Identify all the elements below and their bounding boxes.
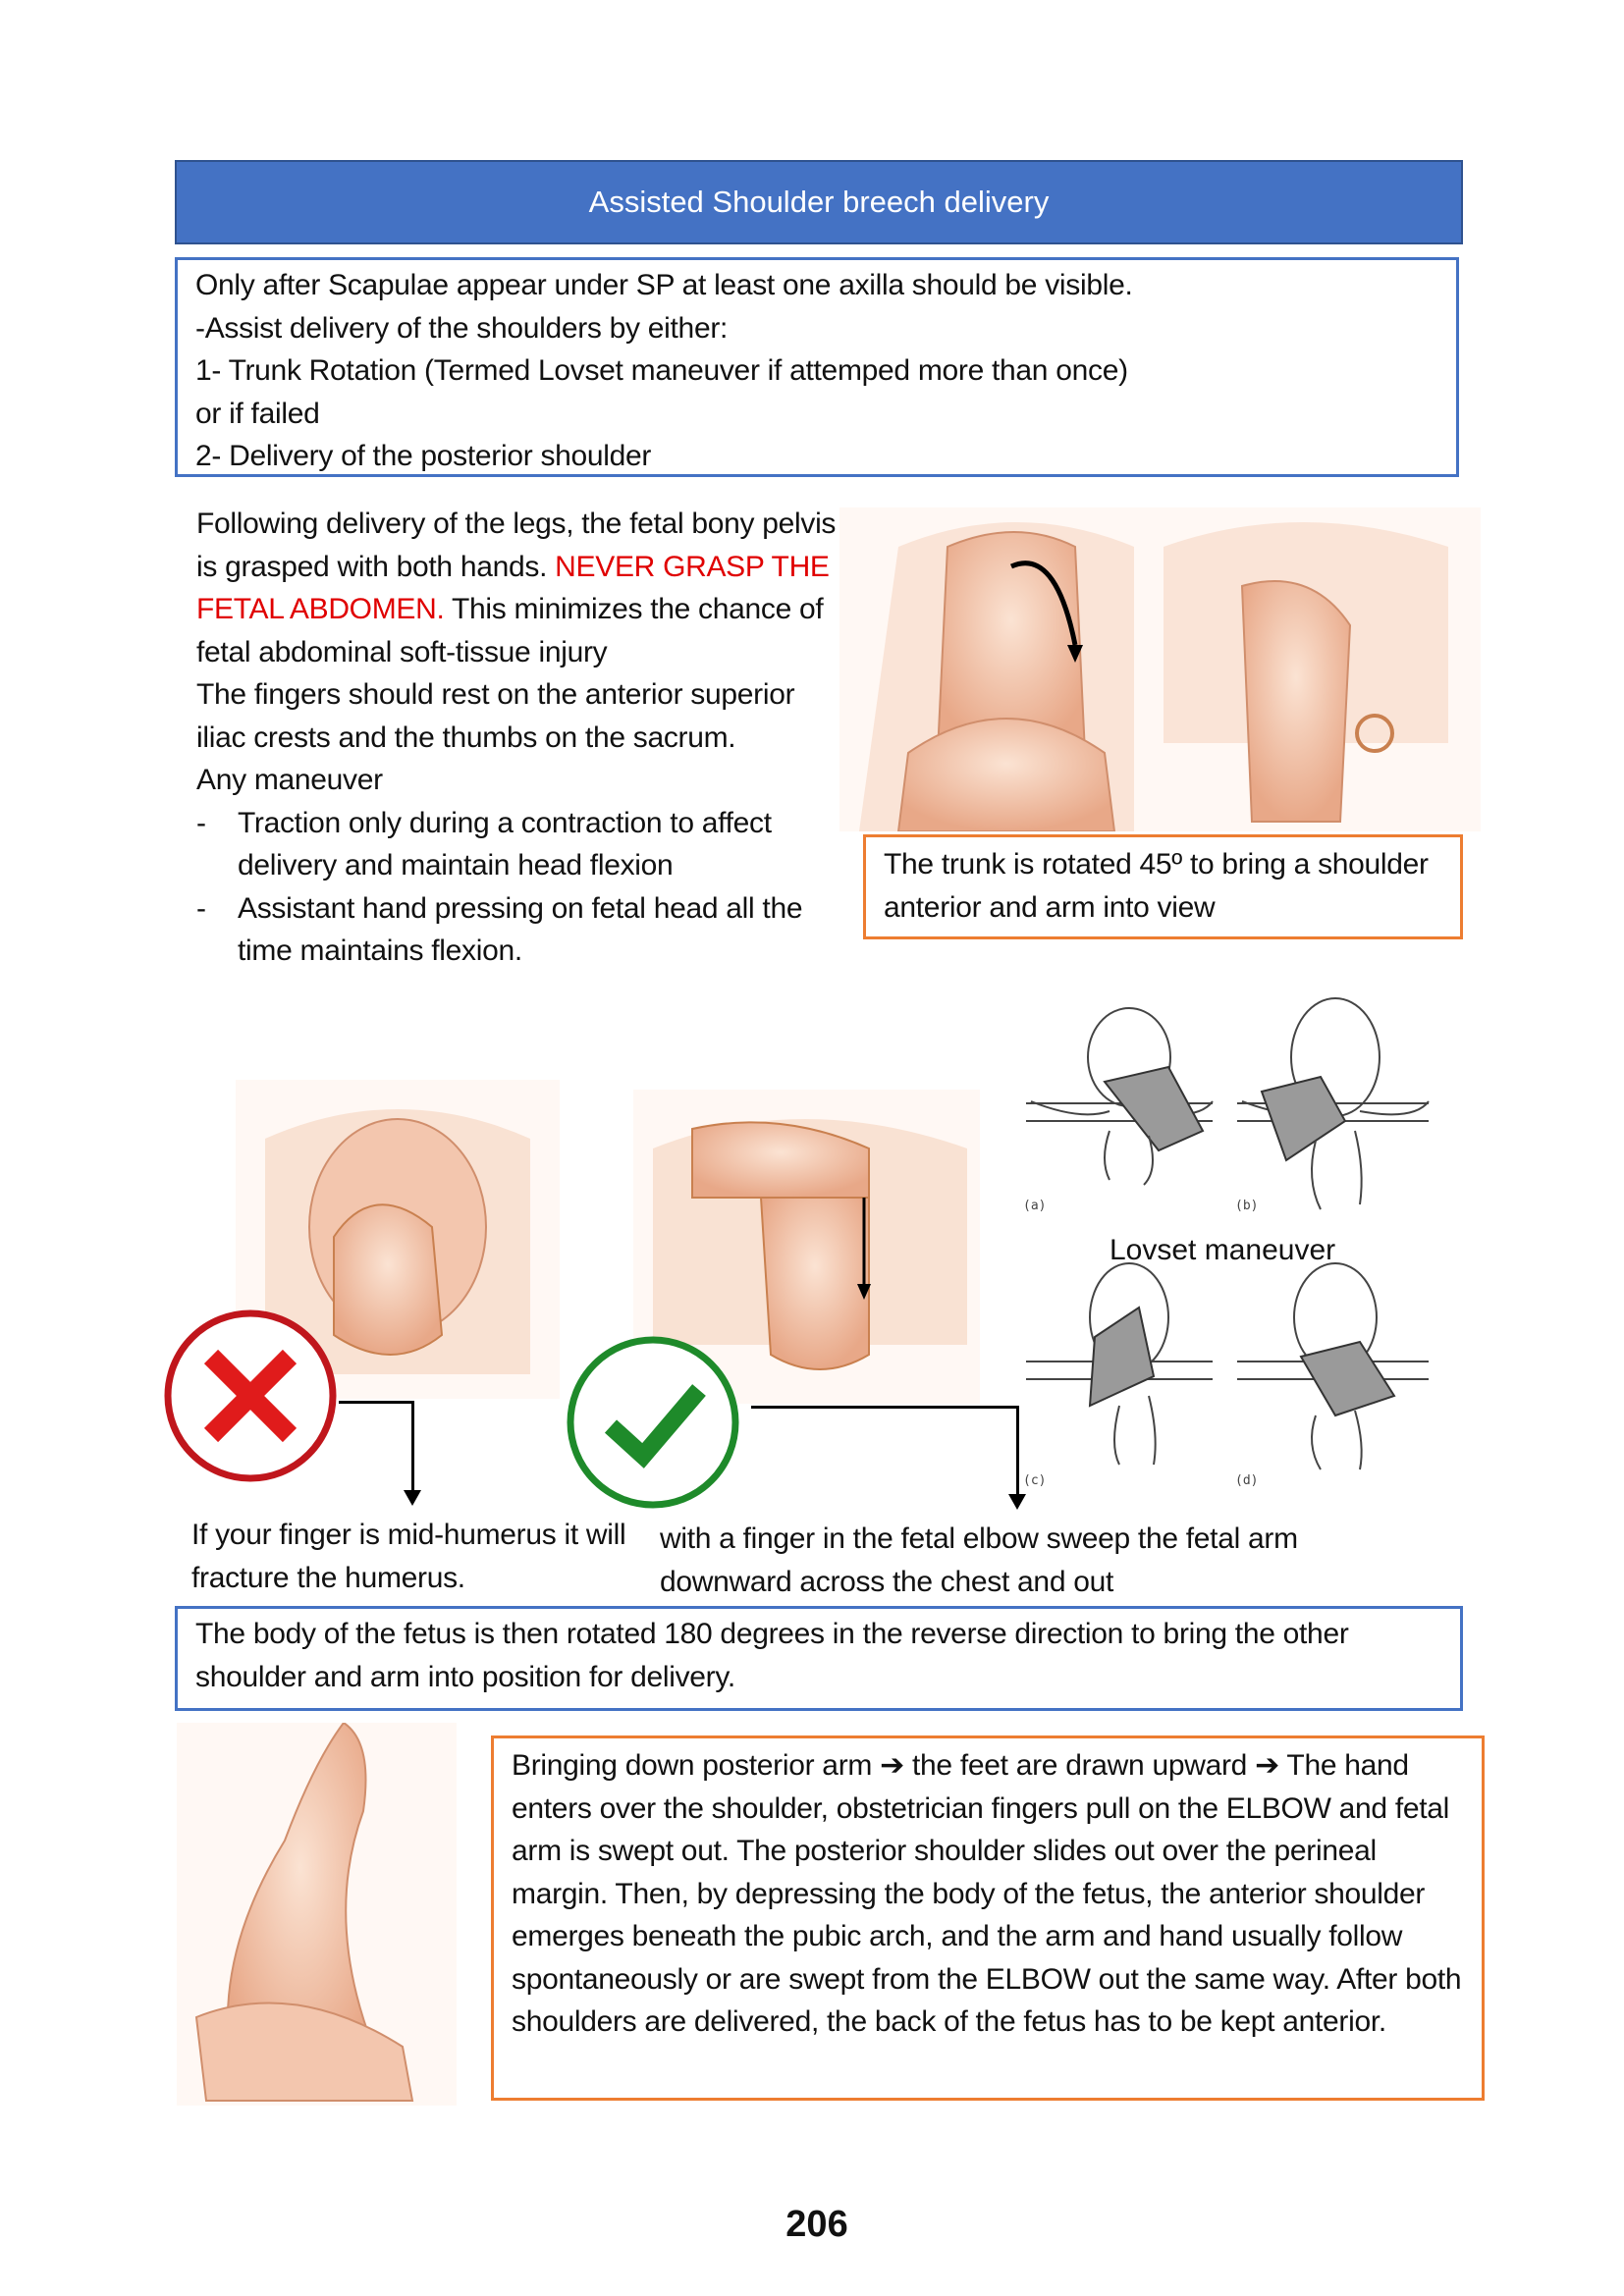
bullet-text: Traction only during a contraction to affect delivery and maintain head flexion — [238, 806, 772, 881]
bullet-item — [196, 802, 839, 887]
trunk-rotation-illustration — [839, 507, 1481, 831]
panel-label: (b) — [1235, 1199, 1259, 1213]
text: This minimizes the chance of fetal abdominal soft-tissue injury — [196, 593, 824, 668]
text: the feet are drawn upward — [903, 1749, 1256, 1782]
connector-line — [1016, 1406, 1019, 1499]
text: The hand enters over the shoulder, obstetrician fingers pull on the ELBOW and fetal arm is swept out. The posterior shoulder slides out over the perineal margin. Then, by depressing the body of the fetus, the anterior shoulder emerges beneath the pubic arch, and the arm and hand usually follow spontaneously or are swept from the ELBOW out the same way. After both shoulders are delivered, the back of the fetus has to be kept anterior. — [512, 1749, 1462, 2038]
page-number: 206 — [785, 2204, 848, 2245]
wrong-icon — [162, 1308, 339, 1484]
bullet-text: Assistant hand pressing on fetal head all the time maintains flexion. — [238, 891, 803, 967]
section-title — [175, 160, 1463, 244]
arrow-right-icon: ➔ — [1255, 1749, 1279, 1782]
correct-check-icon — [567, 1336, 743, 1513]
intro-line: Only after Scapulae appear under SP at least one axilla should be visible. — [195, 269, 1133, 301]
posterior-shoulder-box — [491, 1735, 1485, 2101]
rotation-box — [175, 1606, 1463, 1711]
correct-caption: with a finger in the fetal elbow sweep the fetal arm downward across the chest and out — [660, 1522, 1298, 1598]
paragraph-grasp — [196, 503, 839, 673]
panel-label: (c) — [1023, 1473, 1047, 1488]
intro-line: -Assist delivery of the shoulders by either: — [195, 311, 729, 345]
main-text — [196, 503, 839, 973]
intro-box — [175, 257, 1459, 477]
lovset-label: Lovset maneuver — [1110, 1234, 1336, 1266]
rotation-text: The body of the fetus is then rotated 180 degrees in the reverse direction to bring the other shoulder and arm into position for delivery. — [195, 1618, 1349, 1693]
trunk-rotation-caption — [863, 834, 1463, 939]
connector-line — [339, 1401, 414, 1404]
bullet-item — [196, 887, 839, 973]
connector-line — [411, 1401, 414, 1494]
bullet-marker: - — [196, 806, 206, 839]
intro-line: or if failed — [195, 397, 320, 430]
intro-line: 2- Delivery of the posterior shoulder — [195, 440, 652, 472]
text: Following delivery of the legs, the fetal bony pelvis is grasped with both hands. — [196, 507, 837, 583]
paragraph-fingers: The fingers should rest on the anterior superior iliac crests and the thumbs on the sacrum. — [196, 678, 795, 754]
paragraph-maneuver: Any maneuver — [196, 764, 383, 796]
connector-line — [751, 1406, 1019, 1409]
intro-line: 1- Trunk Rotation (Termed Lovset maneuver if attemped more than once) — [195, 354, 1128, 387]
caption-text: The trunk is rotated 45º to bring a shoulder anterior and arm into view — [884, 848, 1429, 924]
panel-label: (a) — [1023, 1199, 1047, 1213]
panel-label: (d) — [1235, 1473, 1259, 1488]
arrow-right-icon: ➔ — [880, 1749, 904, 1782]
lovset-illustration — [1021, 964, 1458, 1494]
arrow-head — [404, 1490, 421, 1506]
warning-text: NEVER GRASP THE FETAL ABDOMEN. — [196, 550, 830, 625]
section-title-text: Assisted Shoulder breech delivery — [588, 185, 1050, 219]
posterior-arm-illustration — [177, 1723, 457, 2106]
arrow-head — [1008, 1494, 1026, 1510]
wrong-caption: If your finger is mid-humerus it will fracture the humerus. — [191, 1519, 626, 1594]
bullet-marker: - — [196, 891, 206, 925]
text: Bringing down posterior arm — [512, 1749, 881, 1782]
